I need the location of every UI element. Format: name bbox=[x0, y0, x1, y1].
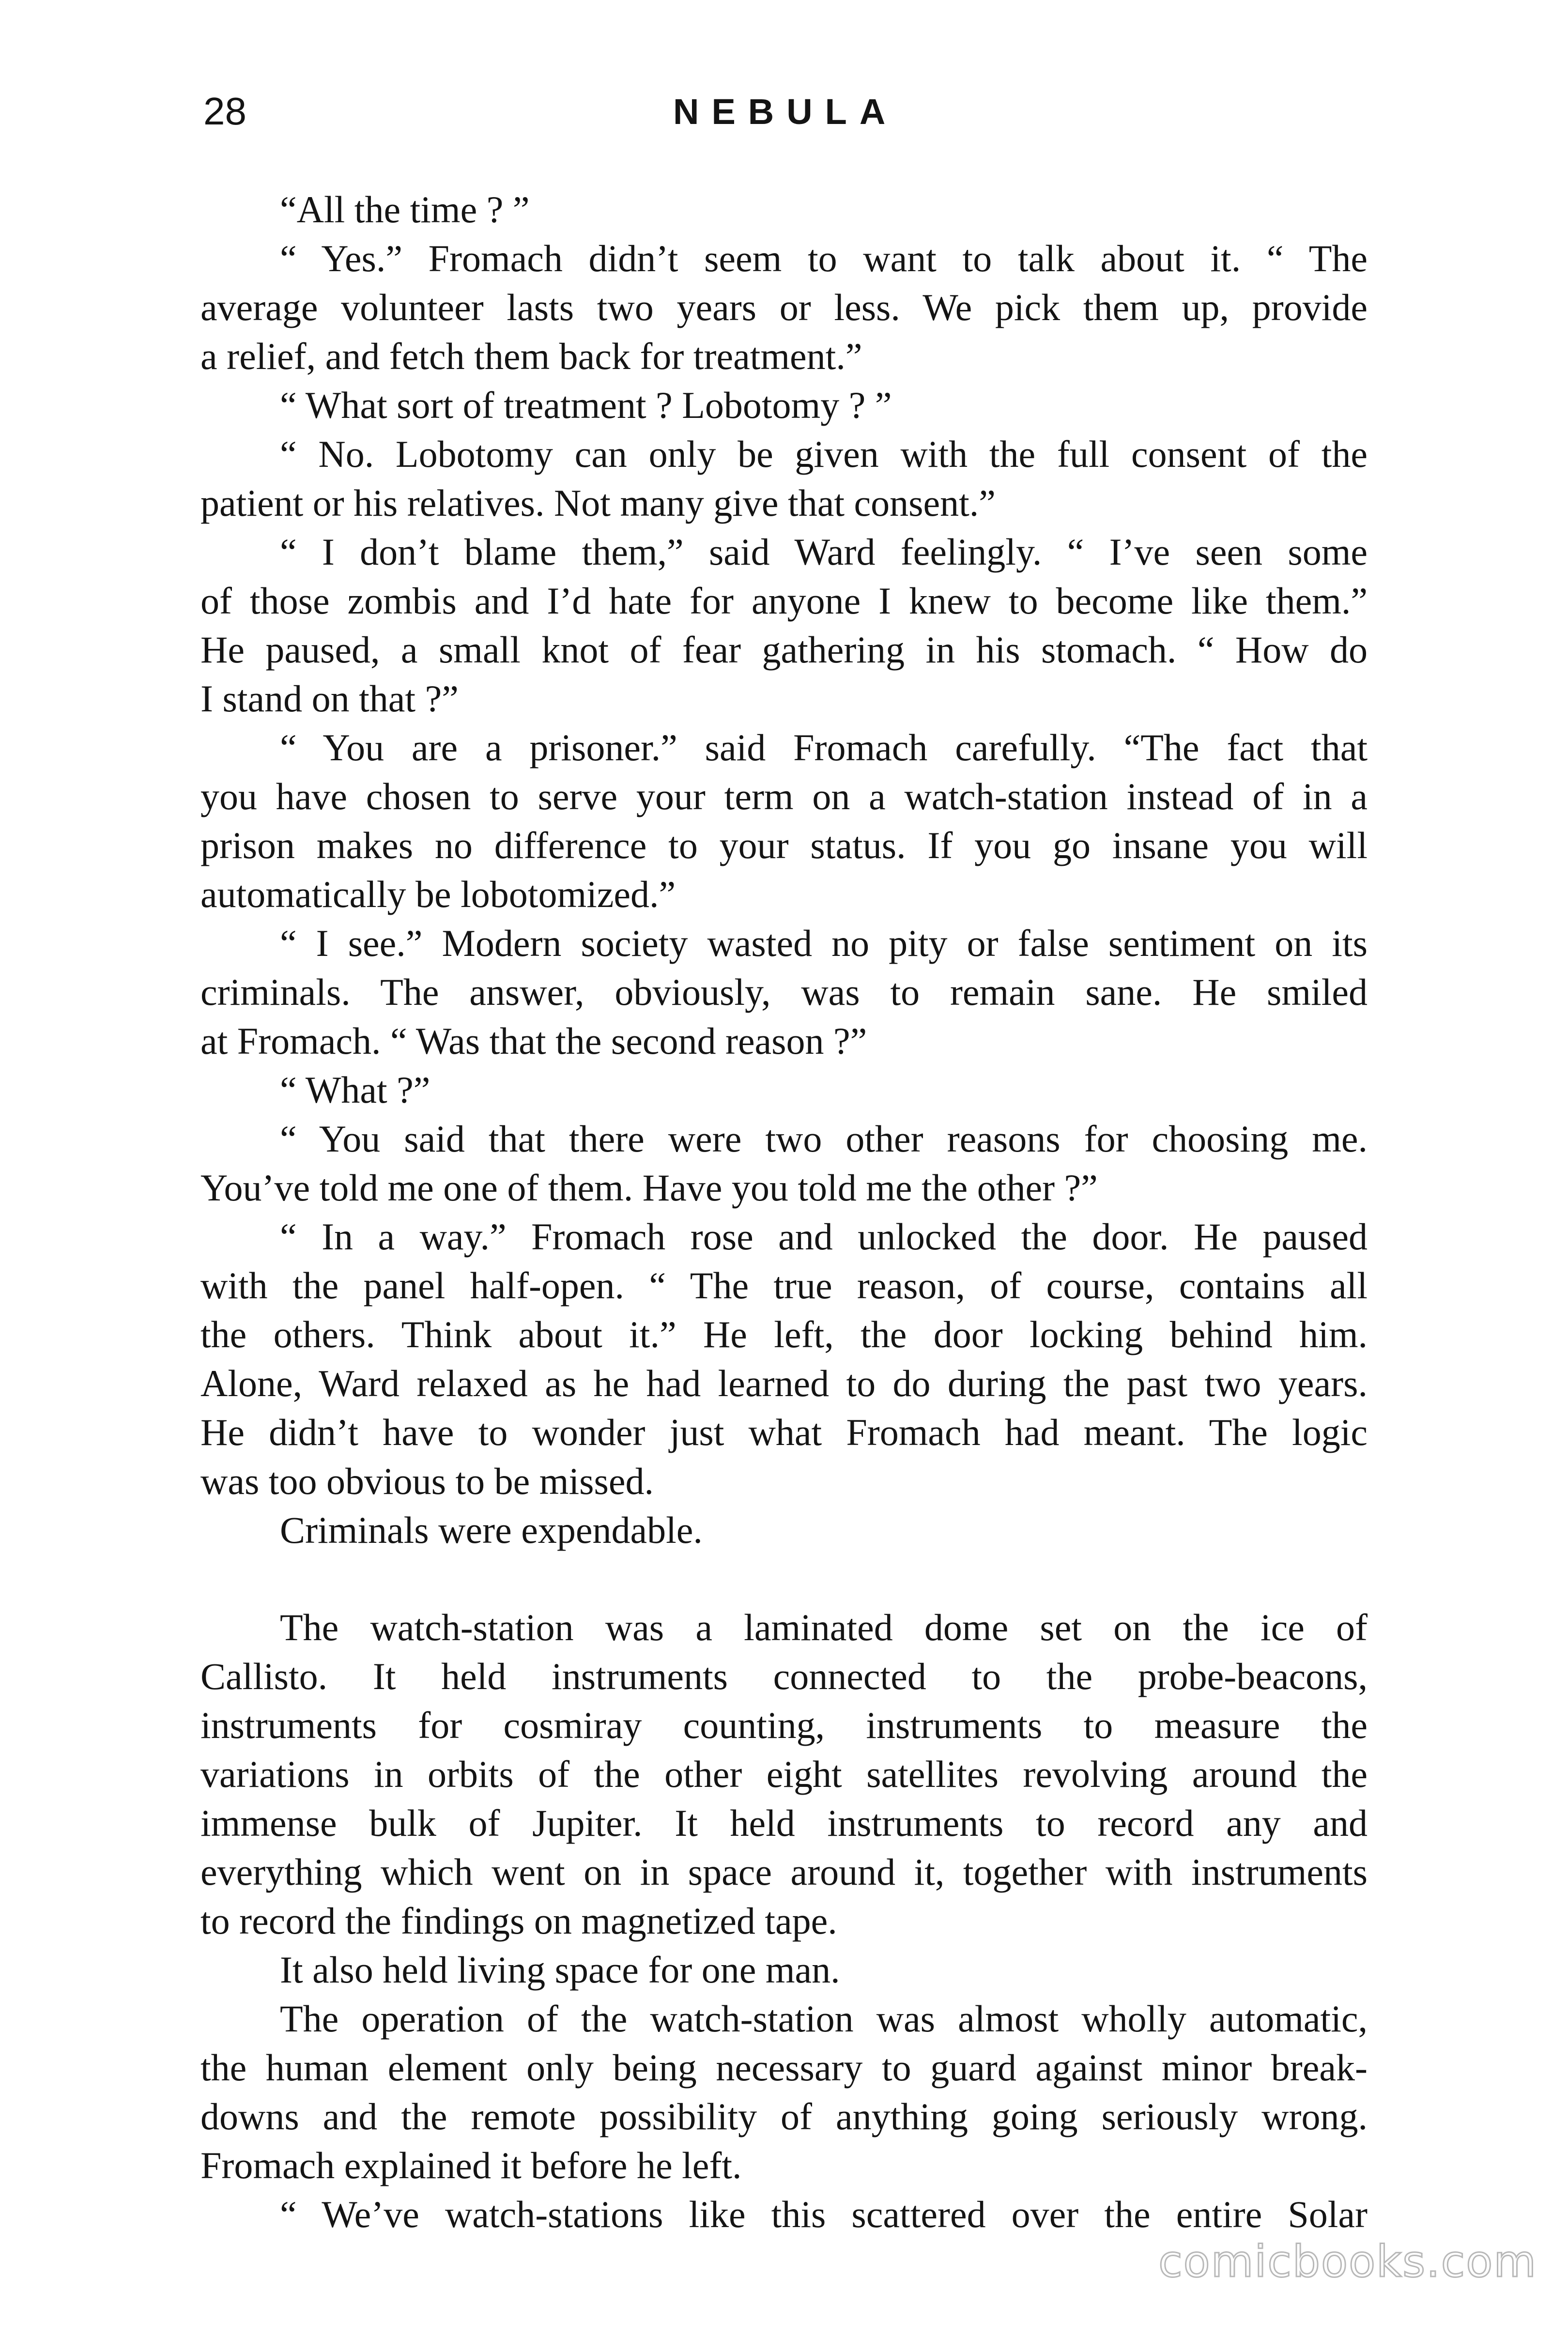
text-line: “ We’ve watch-stations like this scattered over the entire Solar bbox=[280, 2193, 1368, 2235]
text-line: instruments for cosmiray counting, instruments to measure the bbox=[200, 1704, 1368, 1746]
text-line: “ What ?” bbox=[280, 1069, 430, 1111]
text-line: The operation of the watch-station was almost wholly automatic, bbox=[280, 1998, 1368, 2040]
text-line: of those zombis and I’d hate for anyone I knew to become like them.” bbox=[200, 580, 1368, 622]
text-line: with the panel half-open. “ The true reason, of course, contains all bbox=[200, 1264, 1368, 1307]
text-line: the human element only being necessary to guard against minor break- bbox=[200, 2046, 1368, 2089]
text-line: to record the findings on magnetized tape. bbox=[200, 1900, 837, 1942]
text-line: Criminals were expendable. bbox=[280, 1509, 703, 1551]
text-line: “All the time ? ” bbox=[280, 188, 530, 231]
text-line: The watch-station was a laminated dome set on the ice of bbox=[280, 1606, 1368, 1648]
page-number: 28 bbox=[203, 90, 246, 133]
text-line: Callisto. It held instruments connected to the probe-beacons, bbox=[200, 1655, 1368, 1697]
text-line: patient or his relatives. Not many give that consent.” bbox=[200, 482, 996, 524]
text-line: everything which went on in space around it, together with instruments bbox=[200, 1851, 1368, 1893]
text-line: prison makes no difference to your status. If you go insane you will bbox=[200, 824, 1368, 866]
text-line: “ No. Lobotomy can only be given with the full consent of the bbox=[280, 433, 1368, 475]
section-break bbox=[200, 1554, 1368, 1603]
text-line: “ In a way.” Fromach rose and unlocked the door. He paused bbox=[280, 1215, 1368, 1258]
text-line: “ You said that there were two other reasons for choosing me. bbox=[280, 1118, 1368, 1160]
text-line: immense bulk of Jupiter. It held instruments to record any and bbox=[200, 1802, 1368, 1844]
text-line: I stand on that ?” bbox=[200, 677, 459, 720]
text-line: “ What sort of treatment ? Lobotomy ? ” bbox=[280, 384, 892, 426]
watermark: comicbooks.com bbox=[1158, 2236, 1537, 2287]
text-line: a relief, and fetch them back for treatment.” bbox=[200, 335, 862, 377]
text-line: criminals. The answer, obviously, was to remain sane. He smiled bbox=[200, 971, 1368, 1013]
text-line: You’ve told me one of them. Have you told me the other ?” bbox=[200, 1167, 1098, 1209]
text-line: average volunteer lasts two years or less. We pick them up, provide bbox=[200, 286, 1368, 328]
text-line: you have chosen to serve your term on a watch-station instead of in a bbox=[200, 775, 1368, 817]
body-text bbox=[200, 185, 1368, 2239]
text-line: “ I see.” Modern society wasted no pity or false sentiment on its bbox=[280, 922, 1368, 964]
running-head: NEBULA bbox=[673, 92, 898, 132]
text-line: downs and the remote possibility of anything going seriously wrong. bbox=[200, 2095, 1368, 2137]
text-line: It also held living space for one man. bbox=[280, 1949, 840, 1991]
text-line: He didn’t have to wonder just what Fromach had meant. The logic bbox=[200, 1411, 1368, 1453]
text-line: was too obvious to be missed. bbox=[200, 1460, 654, 1502]
text-line: the others. Think about it.” He left, the door locking behind him. bbox=[200, 1313, 1368, 1355]
text-line: Alone, Ward relaxed as he had learned to do during the past two years. bbox=[200, 1362, 1368, 1404]
text-line: He paused, a small knot of fear gathering in his stomach. “ How do bbox=[200, 629, 1368, 671]
text-line: “ Yes.” Fromach didn’t seem to want to talk about it. “ The bbox=[280, 237, 1368, 279]
text-line: variations in orbits of the other eight satellites revolving around the bbox=[200, 1753, 1368, 1795]
text-line: automatically be lobotomized.” bbox=[200, 873, 676, 915]
text-line: “ You are a prisoner.” said Fromach carefully. “The fact that bbox=[280, 726, 1368, 769]
text-line: “ I don’t blame them,” said Ward feelingly. “ I’ve seen some bbox=[280, 531, 1368, 573]
text-line: Fromach explained it before he left. bbox=[200, 2144, 742, 2186]
text-line: at Fromach. “ Was that the second reason ?” bbox=[200, 1020, 867, 1062]
